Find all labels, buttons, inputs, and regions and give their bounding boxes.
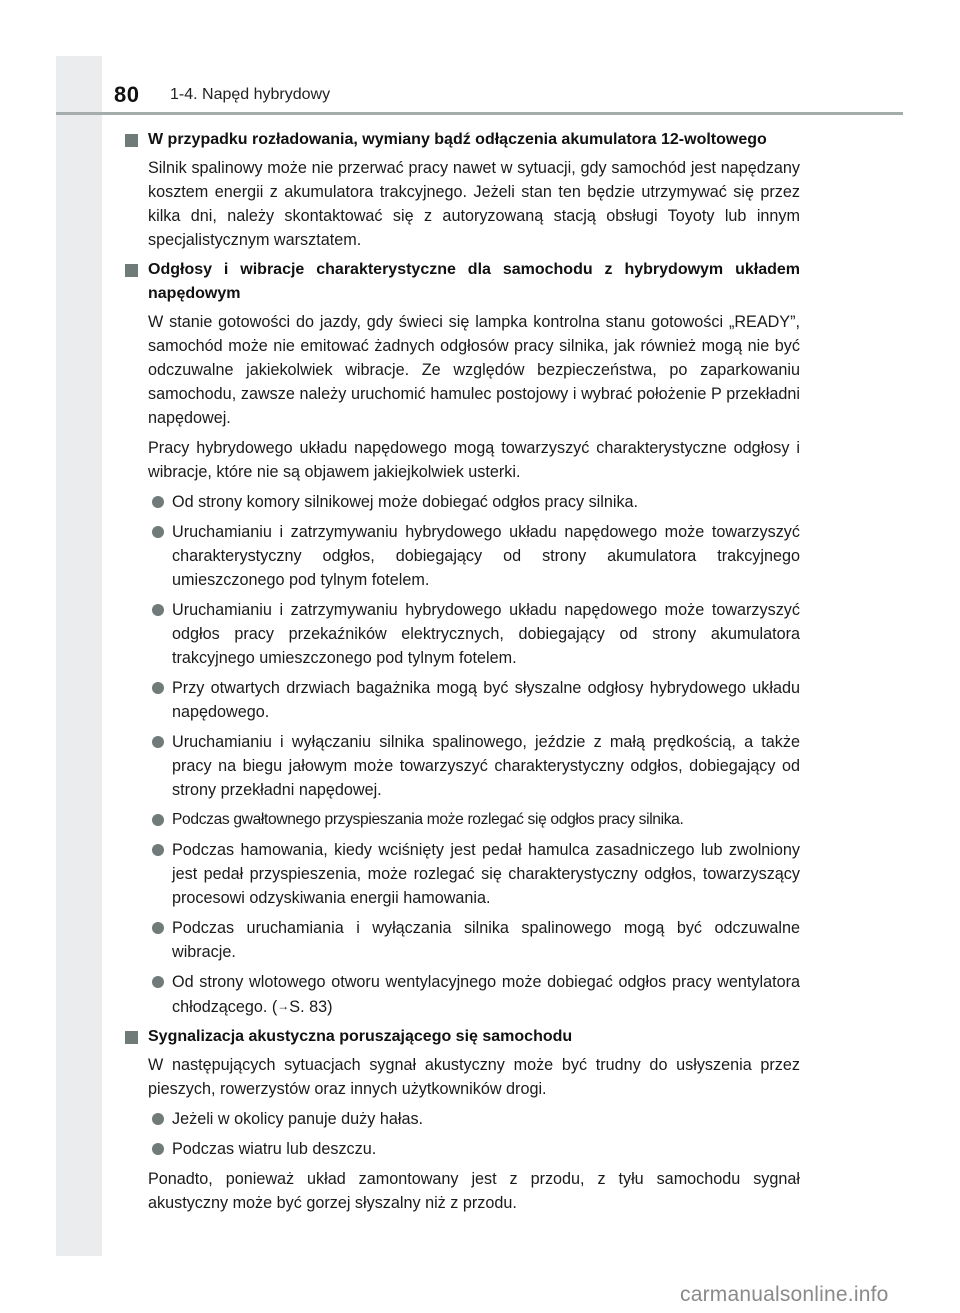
watermark-link[interactable]: carmanualsonline.info xyxy=(680,1283,889,1306)
paragraph: Ponadto, ponieważ układ zamontowany jest z przodu, z tyłu samochodu sygnał akustyczny może być gorzej słyszalny niż z przodu. xyxy=(148,1170,800,1212)
bullet-dot-icon xyxy=(152,1113,164,1125)
paragraph: Silnik spalinowy może nie przerwać pracy nawet w sytuacji, gdy samochód jest napędzany kosztem energii z akumulatora trakcyjnego. Jeżeli stan ten będzie utrzymywać się przez kilka dni, należy skontaktować się z autoryzowaną stacją obsługi Toyoty lub innym specjalistycznym warsztatem. xyxy=(148,159,800,249)
arrow-right-icon: → xyxy=(277,999,290,1013)
page-margin-tab xyxy=(56,56,102,1256)
bullet-dot-icon xyxy=(152,844,164,856)
square-marker-icon xyxy=(125,1031,138,1044)
list-item: Od strony wlotowego otworu wentylacyjnego może dobiegać odgłos pracy wentylatora chłodzącego. (→S. 83) xyxy=(125,970,800,1019)
bullet-dot-icon xyxy=(152,496,164,508)
paragraph: W stanie gotowości do jazdy, gdy świeci się lampka kontrolna stanu gotowości „READY”, samochód może nie emitować żadnych odgłosów pracy silnika, jak również mogą nie być odczuwalne jakiekolwiek wibracje. Ze względów bezpieczeństwa, po zaparkowaniu samochodu, zawsze należy uruchomić hamulec postojowy i wybrać położenie P przekładni napędowej. xyxy=(148,313,800,427)
list-item: Uruchamianiu i zatrzymywaniu hybrydowego układu napędowego może towarzyszyć charakterystyczny odgłos, dobiegający od strony akumulatora trakcyjnego umieszczonego pod tylnym fotelem. xyxy=(125,520,800,592)
paragraph: Pracy hybrydowego układu napędowego mogą towarzyszyć charakterystyczne odgłosy i wibracje, które nie są objawem jakiejkolwiek usterki. xyxy=(148,439,800,481)
list-item: Uruchamianiu i wyłączaniu silnika spalinowego, jeździe z małą prędkością, a także pracy na biegu jałowym może towarzyszyć charakterystyczny odgłos, dobiegający od strony przekładni napędowej. xyxy=(125,730,800,802)
page-content xyxy=(125,126,800,1221)
bullet-dot-icon xyxy=(152,682,164,694)
list-item: Podczas gwałtownego przyspieszania może rozlegać się odgłos pracy silnika. xyxy=(125,808,800,832)
section-heading-battery: W przypadku rozładowania, wymiany bądź odłączenia akumulatora 12-woltowego xyxy=(125,128,800,152)
list-item: Przy otwartych drzwiach bagażnika mogą być słyszalne odgłosy hybrydowego układu napędowego. xyxy=(125,676,800,724)
list-item: Uruchamianiu i zatrzymywaniu hybrydowego układu napędowego może towarzyszyć odgłos pracy przekaźników elektrycznych, dobiegający od strony akumulatora trakcyjnego umieszczonego pod tylnym fotelem. xyxy=(125,598,800,670)
header-rule xyxy=(56,112,903,115)
page-number: 80 xyxy=(114,82,140,107)
bullet-dot-icon xyxy=(152,922,164,934)
section-title: 1-4. Napęd hybrydowy xyxy=(170,86,331,103)
bullet-dot-icon xyxy=(152,976,164,988)
bullet-dot-icon xyxy=(152,736,164,748)
bullet-dot-icon xyxy=(152,604,164,616)
paragraph: W następujących sytuacjach sygnał akustyczny może być trudny do usłyszenia przez pieszych, rowerzystów oraz innych użytkowników drogi. xyxy=(148,1056,800,1098)
list-item: Podczas hamowania, kiedy wciśnięty jest pedał hamulca zasadniczego lub zwolniony jest pedał przyspieszenia, może rozlegać się charakterystyczny odgłos, towarzyszący procesowi odzyskiwania energii hamowania. xyxy=(125,838,800,910)
bullet-dot-icon xyxy=(152,1143,164,1155)
list-item: Podczas uruchamiania i wyłączania silnika spalinowego mogą być odczuwalne wibracje. xyxy=(125,916,800,964)
list-item: Od strony komory silnikowej może dobiegać odgłos pracy silnika. xyxy=(125,490,800,514)
bullet-dot-icon xyxy=(152,814,164,826)
bullet-dot-icon xyxy=(152,526,164,538)
page-header xyxy=(114,80,330,110)
section-heading-acoustic-signal: Sygnalizacja akustyczna poruszającego się samochodu xyxy=(125,1025,800,1049)
square-marker-icon xyxy=(125,264,138,277)
section-heading-noises: Odgłosy i wibracje charakterystyczne dla samochodu z hybrydowym układem napędowym xyxy=(125,258,800,306)
page-reference-link[interactable]: S. 83) xyxy=(289,998,333,1016)
list-item: Jeżeli w okolicy panuje duży hałas. xyxy=(125,1107,800,1131)
list-item: Podczas wiatru lub deszczu. xyxy=(125,1137,800,1161)
square-marker-icon xyxy=(125,134,138,147)
